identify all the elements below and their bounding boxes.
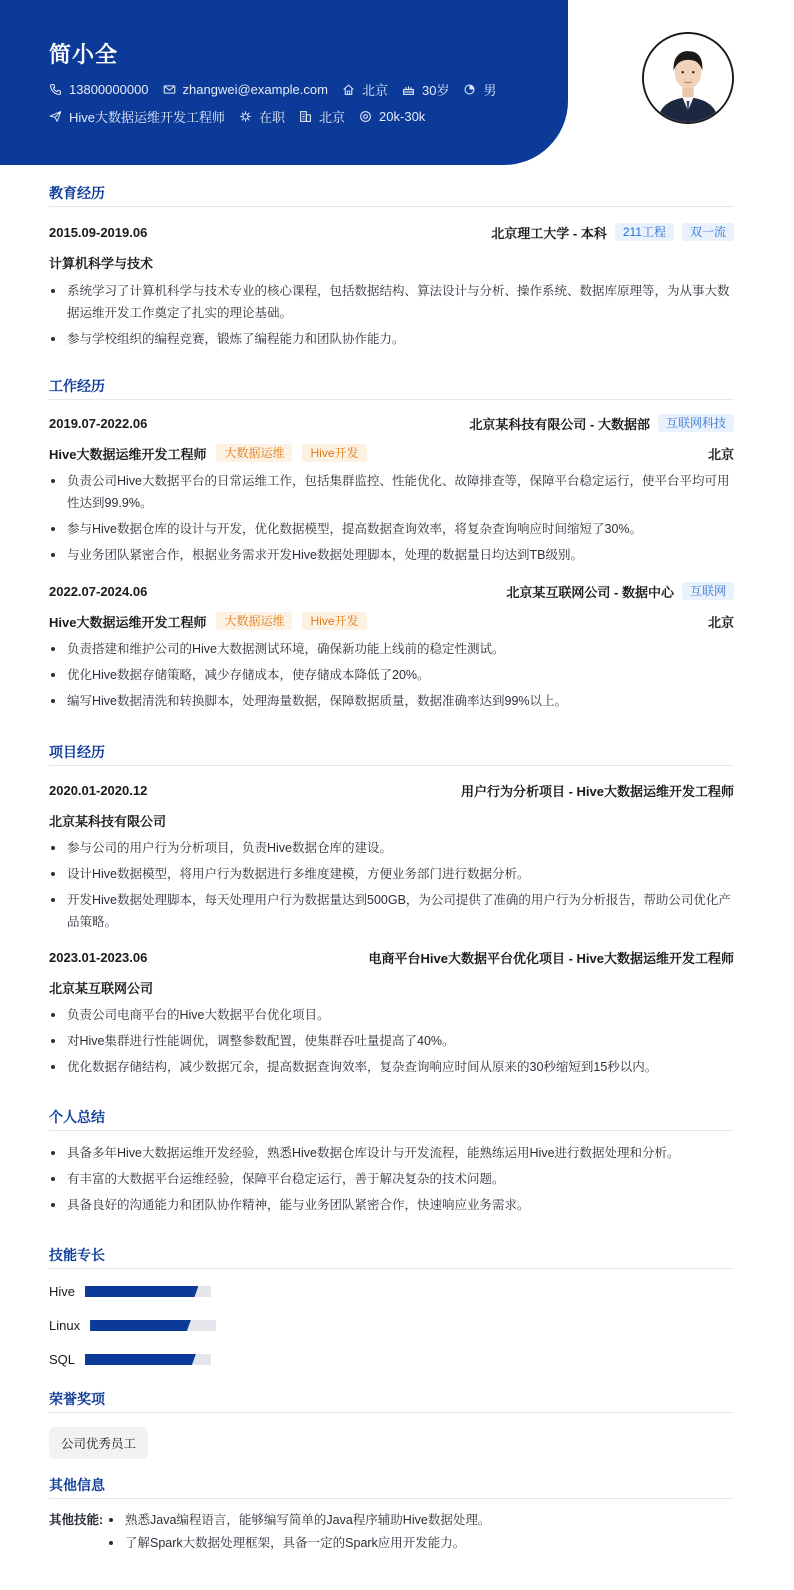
list-item: 设计Hive数据模型，将用户行为数据进行多维度建模，方便业务部门进行数据分析。 [49,863,734,885]
skill-row [49,1284,211,1299]
job-intent-row [49,107,439,126]
list-item: 与业务团队紧密合作，根据业务需求开发Hive数据处理脚本，处理的数据量日均达到TB级别。 [49,544,734,566]
list-item: 参与学校组织的编程竞赛，锻炼了编程能力和团队协作能力。 [49,328,734,350]
school-tag: 211工程 [615,223,674,241]
list-item: 优化Hive数据存储策略，减少存储成本，使存储成本降低了20%。 [49,664,734,686]
project-date: 2023.01-2023.06 [49,949,148,965]
list-item: 具备良好的沟通能力和团队协作精神，能与业务团队紧密合作，快速响应业务需求。 [49,1194,734,1216]
school-name: 北京理工大学 - 本科 [491,225,607,241]
home-icon [342,83,355,96]
list-item: 负责公司Hive大数据平台的日常运维工作，包括集群监控、性能优化、故障排查等，保障平台稳定运行，使平台平均可用性达到99.9%。 [49,470,734,514]
list-item: 开发Hive数据处理脚本，每天处理用户行为数据量达到500GB，为公司提供了准确的用户行为分析报告，帮助公司优化产品策略。 [49,889,734,933]
status-icon [239,110,252,123]
skill-name: SQL [49,1352,76,1367]
list-item: 参与Hive数据仓库的设计与开发，优化数据模型，提高数据查询效率，将复杂查询响应时间缩短了30%。 [49,518,734,540]
project-bullets [49,1004,734,1078]
position-item [49,107,225,126]
list-item: 负责搭建和维护公司的Hive大数据测试环境，确保新功能上线前的稳定性测试。 [49,638,734,660]
projects-section [49,742,734,1078]
email-text: zhangwei@example.com [182,82,328,97]
candidate-name: 简小全 [49,42,119,67]
education-section [49,183,734,350]
status-item [239,107,285,126]
major: 计算机科学与技术 [49,255,154,271]
email-item [163,82,328,97]
building-icon [299,110,312,123]
mail-icon [163,83,176,96]
education-entry-head [49,222,734,242]
other-bullets [107,1509,734,1555]
work-date: 2022.07-2024.06 [49,583,148,599]
list-item: 熟悉Java编程语言，能够编写简单的Java程序辅助Hive数据处理。 [107,1509,734,1532]
contact-row [49,80,510,99]
salary-text: 20k-30k [379,109,426,124]
age-item [402,80,449,99]
avatar [642,32,734,124]
section-title: 个人总结 [49,1107,734,1131]
skills-section [49,1245,734,1269]
list-item: 对Hive集群进行性能调优，调整参数配置，使集群吞吐量提高了40%。 [49,1030,734,1052]
skill-row [49,1352,211,1367]
section-title: 其他信息 [49,1475,734,1499]
industry-tag: 互联网 [682,582,734,600]
list-item: 优化数据存储结构，减少数据冗余，提高数据查询效率，复杂查询响应时间从原来的30秒缩短到15秒以内。 [49,1056,734,1078]
phone-item [49,82,149,97]
header-banner [0,0,568,165]
skill-bar [85,1286,211,1297]
summary-section [49,1107,734,1216]
phone-text: 13800000000 [69,82,149,97]
list-item: 有丰富的大数据平台运维经验，保障平台稳定运行，善于解决复杂的技术问题。 [49,1168,734,1190]
section-title: 教育经历 [49,183,734,207]
list-item: 系统学习了计算机科学与技术专业的核心课程，包括数据结构、算法设计与分析、操作系统、数据库原理等，为从事大数据运维开发工作奠定了扎实的理论基础。 [49,280,734,324]
gender-text: 男 [483,83,497,98]
company-name: 北京某互联网公司 - 数据中心 [506,584,674,600]
other-skills [49,1509,734,1555]
city-item [342,80,388,99]
work-entry-head [49,413,734,433]
role-tag: Hive开发 [302,444,366,462]
list-item: 编写Hive数据清洗和转换脚本，处理海量数据，保障数据质量，数据准确率达到99%以上。 [49,690,734,712]
work-city-text: 北京 [319,110,346,125]
section-title: 荣誉奖项 [49,1389,734,1413]
skill-fill [90,1320,191,1331]
project-entry-head [49,780,734,800]
list-item: 具备多年Hive大数据运维开发经验，熟悉Hive数据仓库设计与开发流程，能熟练运用Hive进行数据处理和分析。 [49,1142,734,1164]
role-tag: 大数据运维 [216,444,292,462]
company-name: 北京某科技有限公司 - 大数据部 [469,416,650,432]
work-role-row [49,611,734,631]
project-name: 电商平台Hive大数据平台优化项目 - Hive大数据运维开发工程师 [368,950,734,966]
age-text: 30岁 [421,83,450,98]
salary-icon [359,110,372,123]
other-label: 其他技能: [49,1513,104,1527]
project-entry-head [49,947,734,967]
project-date: 2020.01-2020.12 [49,782,148,798]
section-title: 项目经历 [49,742,734,766]
section-title: 工作经历 [49,376,734,400]
project-company: 北京某互联网公司 [49,980,154,996]
role-tag: 大数据运维 [216,612,292,630]
skill-name: Hive [49,1284,76,1299]
work-entry-head [49,581,734,601]
other-section [49,1475,734,1555]
education-bullets [49,280,734,350]
project-name: 用户行为分析项目 - Hive大数据运维开发工程师 [460,783,734,799]
skill-name: Linux [49,1318,81,1333]
industry-tag: 互联网科技 [658,414,734,432]
work-bullets [49,470,734,566]
skill-row [49,1318,216,1333]
salary-item [359,109,425,124]
project-company: 北京某科技有限公司 [49,813,167,829]
list-item: 负责公司电商平台的Hive大数据平台优化项目。 [49,1004,734,1026]
summary-bullets [49,1142,734,1216]
work-city-item [299,107,345,126]
list-item: 参与公司的用户行为分析项目，负责Hive数据仓库的建设。 [49,837,734,859]
work-section [49,376,734,712]
cake-icon [402,83,415,96]
work-location: 北京 [707,446,734,462]
section-title: 技能专长 [49,1245,734,1269]
work-bullets [49,638,734,712]
work-location: 北京 [707,614,734,630]
project-bullets [49,837,734,933]
skill-bar [90,1320,216,1331]
gender-icon [463,83,476,96]
role-title: Hive大数据运维开发工程师 [49,614,207,630]
gender-item [463,80,496,99]
work-role-row [49,443,734,463]
school-tag: 双一流 [682,223,734,241]
skill-fill [85,1354,196,1365]
award-badge: 公司优秀员工 [49,1427,148,1459]
status-text: 在职 [259,110,286,125]
phone-icon [49,83,62,96]
list-item: 了解Spark大数据处理框架，具备一定的Spark应用开发能力。 [107,1532,734,1555]
skill-bar [85,1354,211,1365]
role-tag: Hive开发 [302,612,366,630]
awards-section [49,1389,734,1459]
city-text: 北京 [361,83,388,98]
send-icon [49,110,62,123]
education-date: 2015.09-2019.06 [49,224,148,240]
role-title: Hive大数据运维开发工程师 [49,446,207,462]
skill-fill [85,1286,198,1297]
profile-photo [644,34,732,122]
work-date: 2019.07-2022.06 [49,415,148,431]
position-text: Hive大数据运维开发工程师 [69,110,226,125]
